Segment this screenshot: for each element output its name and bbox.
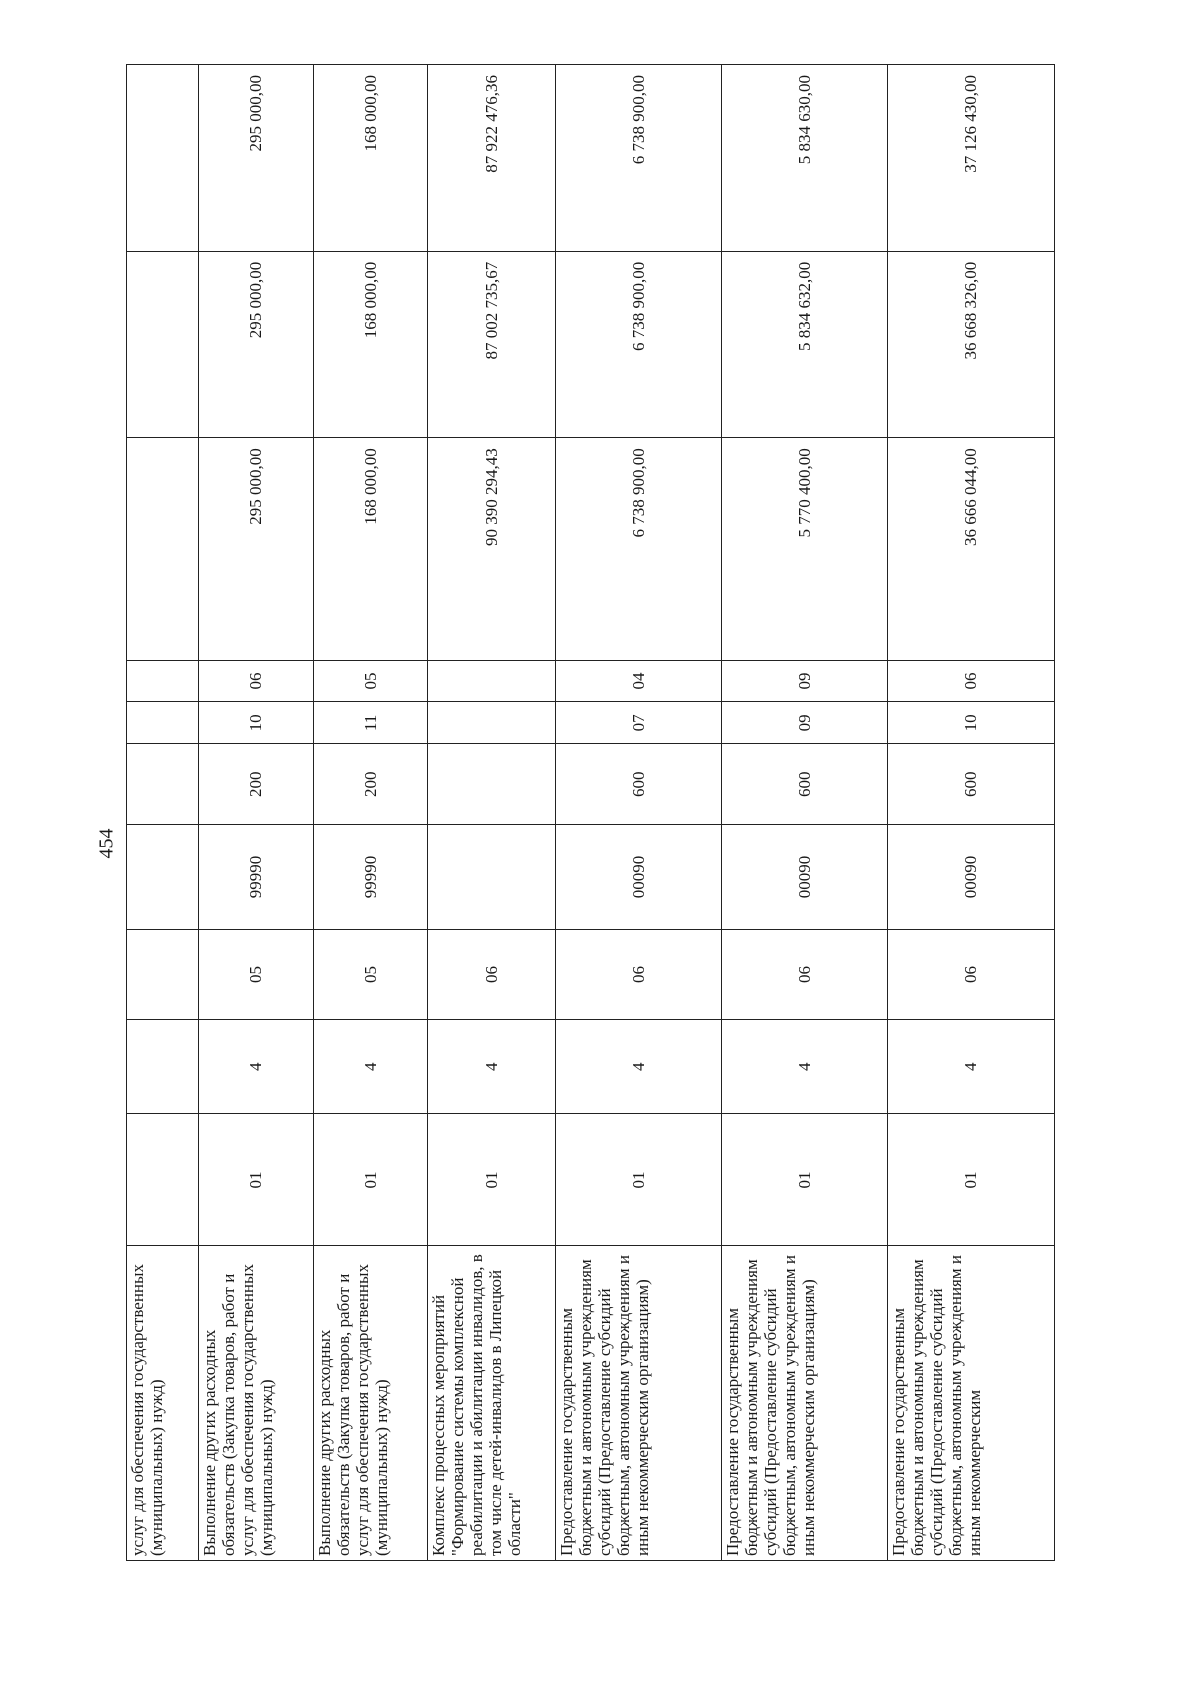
table-row	[888, 65, 1055, 1561]
direction-code: 99990	[314, 825, 428, 930]
event-code	[127, 929, 199, 1019]
row-name: Предоставление государственным бюджетным и автономным учреждениям субсидий (Предоставление субсидий бюджетным, автономным учреждениям и иным некоммерческим организациям)	[556, 1246, 722, 1561]
subprogram-code	[127, 1020, 199, 1114]
expense-type: 600	[556, 744, 722, 825]
amount-year-2	[127, 251, 199, 438]
row-name: Предоставление государственным бюджетным и автономным учреждениям субсидий (Предоставление субсидий бюджетным, автономным учреждениям и иным некоммерческим	[888, 1246, 1055, 1561]
section-code: 10	[199, 702, 314, 744]
program-code: 01	[888, 1114, 1055, 1246]
direction-code	[428, 825, 556, 930]
direction-code: 00090	[888, 825, 1055, 930]
expense-type	[127, 744, 199, 825]
event-code: 05	[199, 929, 314, 1019]
section-code: 09	[722, 702, 888, 744]
budget-table	[126, 64, 1055, 1561]
event-code: 06	[888, 929, 1055, 1019]
expense-type: 600	[722, 744, 888, 825]
row-name: услуг для обеспечения государственных (муниципальных) нужд)	[127, 1246, 199, 1561]
amount-year-3: 5 834 630,00	[722, 65, 888, 252]
table-row	[199, 65, 314, 1561]
table-row	[127, 65, 199, 1561]
subprogram-code: 4	[888, 1020, 1055, 1114]
direction-code	[127, 825, 199, 930]
amount-year-3: 37 126 430,00	[888, 65, 1055, 252]
amount-year-2: 6 738 900,00	[556, 251, 722, 438]
direction-code: 00090	[722, 825, 888, 930]
amount-year-3: 168 000,00	[314, 65, 428, 252]
amount-year-3	[127, 65, 199, 252]
table-row	[428, 65, 556, 1561]
subsection-code: 09	[722, 660, 888, 702]
subsection-code	[428, 660, 556, 702]
program-code: 01	[199, 1114, 314, 1246]
program-code	[127, 1114, 199, 1246]
amount-year-1: 295 000,00	[199, 438, 314, 660]
event-code: 06	[556, 929, 722, 1019]
amount-year-1	[127, 438, 199, 660]
amount-year-1: 168 000,00	[314, 438, 428, 660]
expense-type: 600	[888, 744, 1055, 825]
subprogram-code: 4	[428, 1020, 556, 1114]
amount-year-3: 6 738 900,00	[556, 65, 722, 252]
row-name: Предоставление государственным бюджетным и автономным учреждениям субсидий (Предоставление субсидий бюджетным, автономным учреждениям и иным некоммерческим организациям)	[722, 1246, 888, 1561]
event-code: 05	[314, 929, 428, 1019]
subprogram-code: 4	[199, 1020, 314, 1114]
expense-type: 200	[199, 744, 314, 825]
subprogram-code: 4	[722, 1020, 888, 1114]
program-code: 01	[314, 1114, 428, 1246]
amount-year-3: 295 000,00	[199, 65, 314, 252]
row-name: Выполнение других расходных обязательств (Закупка товаров, работ и услуг для обеспечения государственных (муниципальных) нужд)	[199, 1246, 314, 1561]
table-row	[314, 65, 428, 1561]
subsection-code: 05	[314, 660, 428, 702]
section-code: 11	[314, 702, 428, 744]
amount-year-1: 6 738 900,00	[556, 438, 722, 660]
amount-year-3: 87 922 476,36	[428, 65, 556, 252]
amount-year-2: 5 834 632,00	[722, 251, 888, 438]
budget-table-sheet	[126, 64, 1054, 1561]
direction-code: 99990	[199, 825, 314, 930]
row-name: Комплекс процессных мероприятий "Формирование системы комплексной реабилитации и абилитации инвалидов, в том числе детей-инвалидов в Липецкой области"	[428, 1246, 556, 1561]
program-code: 01	[722, 1114, 888, 1246]
amount-year-1: 36 666 044,00	[888, 438, 1055, 660]
amount-year-2: 295 000,00	[199, 251, 314, 438]
section-code	[428, 702, 556, 744]
direction-code: 00090	[556, 825, 722, 930]
program-code: 01	[556, 1114, 722, 1246]
section-code	[127, 702, 199, 744]
program-code: 01	[428, 1114, 556, 1246]
subprogram-code: 4	[314, 1020, 428, 1114]
amount-year-2: 168 000,00	[314, 251, 428, 438]
section-code: 07	[556, 702, 722, 744]
table-row	[556, 65, 722, 1561]
subsection-code: 06	[888, 660, 1055, 702]
row-name: Выполнение других расходных обязательств (Закупка товаров, работ и услуг для обеспечения государственных (муниципальных) нужд)	[314, 1246, 428, 1561]
amount-year-1: 5 770 400,00	[722, 438, 888, 660]
event-code: 06	[722, 929, 888, 1019]
amount-year-1: 90 390 294,43	[428, 438, 556, 660]
expense-type	[428, 744, 556, 825]
page-number: 454	[95, 828, 118, 859]
event-code: 06	[428, 929, 556, 1019]
amount-year-2: 36 668 326,00	[888, 251, 1055, 438]
subsection-code	[127, 660, 199, 702]
section-code: 10	[888, 702, 1055, 744]
table-row	[722, 65, 888, 1561]
subsection-code: 04	[556, 660, 722, 702]
subprogram-code: 4	[556, 1020, 722, 1114]
expense-type: 200	[314, 744, 428, 825]
subsection-code: 06	[199, 660, 314, 702]
amount-year-2: 87 002 735,67	[428, 251, 556, 438]
